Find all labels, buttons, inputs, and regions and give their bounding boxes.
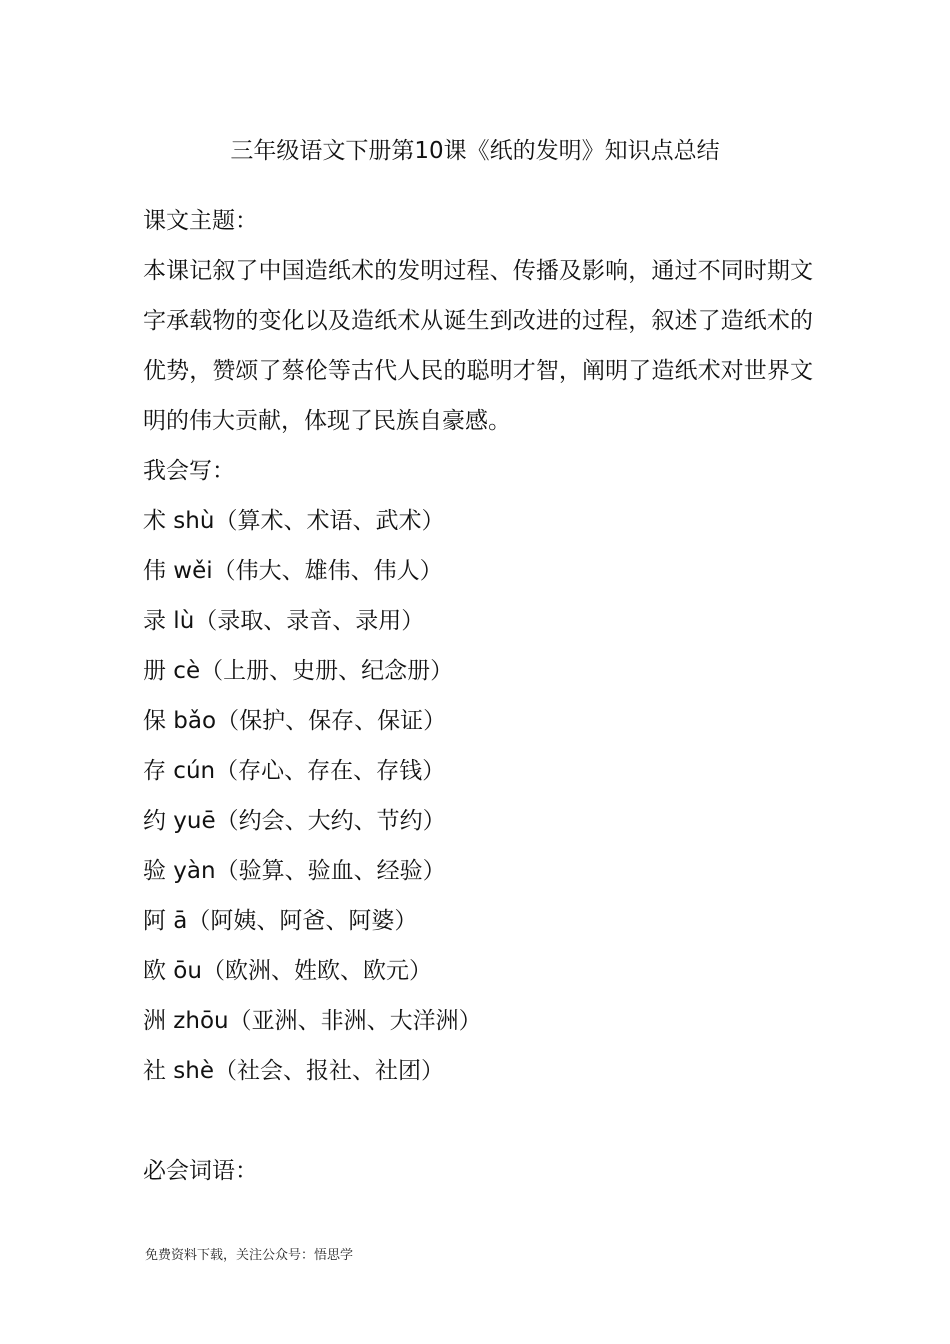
write-item: 欧 ōu（欧洲、姓欧、欧元） bbox=[143, 958, 432, 984]
write-item: 术 shù（算术、术语、武术） bbox=[143, 508, 445, 534]
section-heading-words: 必会词语： bbox=[143, 1158, 258, 1184]
write-item: 录 lù（录取、录音、录用） bbox=[143, 608, 425, 634]
footer-note: 免费资料下载，关注公众号：悟思学 bbox=[145, 1248, 354, 1263]
write-item: 保 bǎo（保护、保存、保证） bbox=[143, 708, 447, 734]
write-item: 社 shè（社会、报社、社团） bbox=[143, 1058, 445, 1084]
document-title: 三年级语文下册第10课《纸的发明》知识点总结 bbox=[230, 138, 720, 164]
document-body bbox=[143, 196, 813, 1196]
blank-line bbox=[143, 1096, 813, 1146]
section-heading-write: 我会写： bbox=[143, 458, 235, 484]
theme-paragraph: 本课记叙了中国造纸术的发明过程、传播及影响，通过不同时期文字承载物的变化以及造纸术从诞生到改进的过程，叙述了造纸术的优势，赞颂了蔡伦等古代人民的聪明才智，阐明了造纸术对世界文明的伟大贡献，体现了民族自豪感。 bbox=[143, 258, 813, 434]
write-item: 册 cè（上册、史册、纪念册） bbox=[143, 658, 454, 684]
section-heading-theme: 课文主题： bbox=[143, 208, 258, 234]
write-item: 约 yuē（约会、大约、节约） bbox=[143, 808, 446, 834]
write-item: 存 cún（存心、存在、存钱） bbox=[143, 758, 446, 784]
write-item: 阿 ā（阿姨、阿爸、阿婆） bbox=[143, 908, 418, 934]
write-item: 验 yàn（验算、验血、经验） bbox=[143, 858, 446, 884]
write-item: 伟 wěi（伟大、雄伟、伟人） bbox=[143, 558, 443, 584]
write-item: 洲 zhōu（亚洲、非洲、大洋洲） bbox=[143, 1008, 482, 1034]
